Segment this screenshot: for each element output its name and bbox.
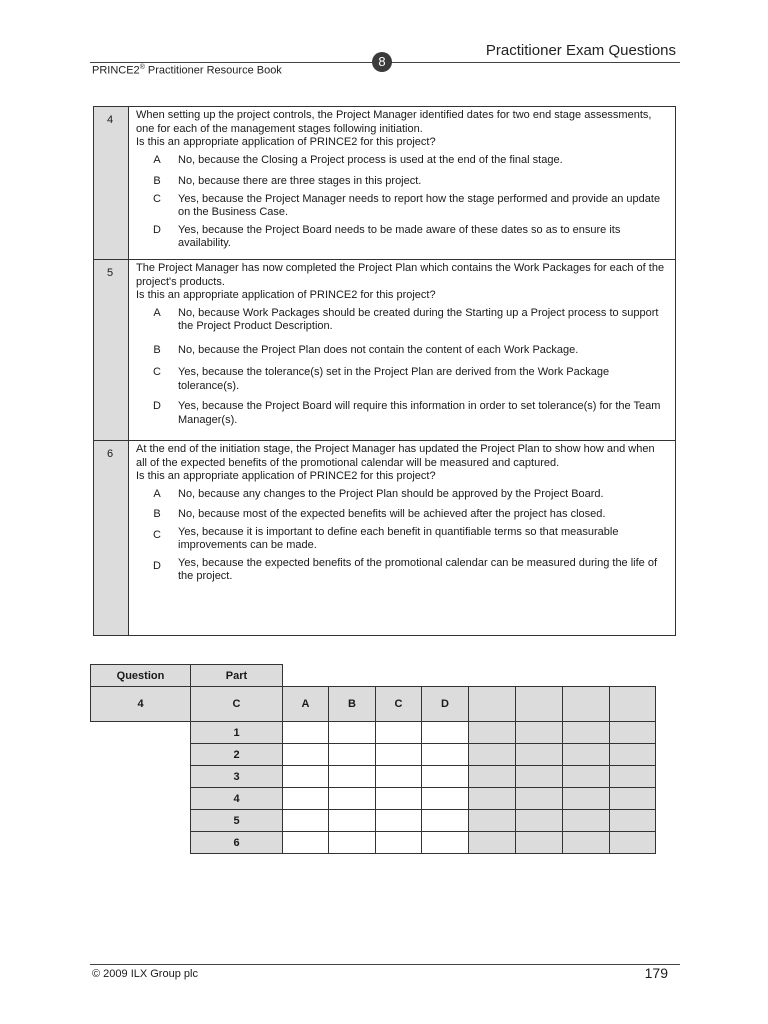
shaded-cell	[610, 810, 656, 832]
option-text: No, because the Closing a Project process is used at the end of the final stage.	[178, 153, 563, 166]
column-header: D	[422, 687, 469, 722]
shaded-cell	[516, 810, 563, 832]
answer-cell	[376, 722, 422, 744]
option-letter: D	[153, 223, 161, 236]
option-text: Yes, because the Project Manager needs to report how the stage performed and provide an update on the Business Case.	[178, 192, 661, 218]
option-letter: B	[153, 175, 161, 187]
shaded-cell	[563, 832, 610, 854]
question-number: 5	[107, 267, 114, 279]
shaded-cell	[610, 744, 656, 766]
row-label: 3	[191, 766, 283, 788]
shaded-cell	[563, 744, 610, 766]
option-item	[136, 224, 667, 251]
question-number-cell	[94, 441, 129, 635]
question-row	[94, 107, 675, 259]
option-letter: B	[153, 508, 161, 520]
answer-cell	[422, 722, 469, 744]
option-letter: D	[153, 559, 161, 572]
column-header: A	[283, 687, 329, 722]
option-letter: A	[153, 153, 161, 166]
option-item	[136, 175, 667, 189]
option-item	[136, 488, 667, 502]
chapter-badge: 8	[372, 52, 392, 72]
answer-cell	[283, 810, 329, 832]
shaded-cell	[516, 766, 563, 788]
question-body	[129, 107, 675, 259]
answer-cell	[422, 744, 469, 766]
shaded-cell	[563, 722, 610, 744]
footer-copyright: © 2009 ILX Group plc	[92, 968, 198, 980]
answer-cell	[376, 832, 422, 854]
answer-cell	[283, 722, 329, 744]
grid-header-row	[91, 665, 656, 687]
option-letter: D	[153, 400, 161, 412]
option-letter: C	[153, 192, 161, 205]
answer-cell	[376, 766, 422, 788]
question-stem: At the end of the initiation stage, the Project Manager has updated the Project Plan to show how and when all of the expected benefits of the promotional calendar will be measured and captured.	[136, 443, 655, 469]
question-header: Question	[91, 665, 191, 687]
row-label: 1	[191, 722, 283, 744]
shaded-cell	[563, 810, 610, 832]
answer-cell	[376, 810, 422, 832]
row-label: 4	[191, 788, 283, 810]
answer-cell	[422, 810, 469, 832]
grid-blank	[91, 722, 191, 744]
question-row	[94, 259, 675, 440]
shaded-cell	[516, 722, 563, 744]
shaded-cell	[610, 766, 656, 788]
option-item	[136, 526, 667, 553]
page-number: 179	[644, 965, 668, 981]
option-text: No, because most of the expected benefits will be achieved after the project has closed.	[178, 508, 606, 520]
shaded-cell	[516, 832, 563, 854]
answer-cell	[283, 832, 329, 854]
part-value: C	[191, 687, 283, 722]
grid-blank	[91, 766, 191, 788]
shaded-cell	[469, 687, 516, 722]
row-label: 6	[191, 832, 283, 854]
shaded-cell	[469, 722, 516, 744]
question-number-cell	[94, 260, 129, 440]
grid-blank	[91, 832, 191, 854]
option-text: Yes, because the tolerance(s) set in the Project Plan are derived from the Work Package tolerance(s).	[178, 366, 610, 392]
grid-blank	[283, 665, 656, 687]
row-label: 2	[191, 744, 283, 766]
column-header: C	[376, 687, 422, 722]
question-number: 4	[107, 114, 114, 126]
question-stem: The Project Manager has now completed the Project Plan which contains the Work Packages for each of the project's products.	[136, 262, 665, 288]
answer-grid	[90, 664, 656, 854]
answer-cell	[283, 766, 329, 788]
answer-cell	[329, 810, 376, 832]
answer-cell	[329, 744, 376, 766]
answer-cell	[329, 766, 376, 788]
registered-mark: ®	[139, 64, 145, 71]
answer-cell	[422, 832, 469, 854]
answer-row	[91, 744, 656, 766]
shaded-cell	[469, 788, 516, 810]
grid-blank	[91, 788, 191, 810]
option-text: Yes, because the Project Board needs to be made aware of these dates so as to ensure its availability.	[178, 223, 621, 249]
shaded-cell	[469, 810, 516, 832]
answer-cell	[376, 744, 422, 766]
answer-cell	[376, 788, 422, 810]
option-item	[136, 154, 667, 168]
question-body	[129, 441, 675, 635]
shaded-cell	[469, 744, 516, 766]
shaded-cell	[610, 832, 656, 854]
part-header: Part	[191, 665, 283, 687]
option-item	[136, 400, 667, 427]
option-item	[136, 344, 667, 358]
option-item	[136, 193, 667, 220]
shaded-cell	[563, 687, 610, 722]
shaded-cell	[563, 766, 610, 788]
option-item	[136, 508, 667, 522]
option-text: No, because any changes to the Project Plan should be approved by the Project Board.	[178, 487, 604, 500]
question-body	[129, 260, 675, 440]
grid-blank	[91, 744, 191, 766]
answer-cell	[329, 722, 376, 744]
footer-rule	[90, 964, 680, 965]
column-header: B	[329, 687, 376, 722]
shaded-cell	[610, 722, 656, 744]
option-text: Yes, because it is important to define each benefit in quantifiable terms so that measurable improvements can be made.	[178, 525, 619, 551]
question-stem: When setting up the project controls, the Project Manager identified dates for two end stage assessments, one for each of the management stages following initiation.	[136, 109, 652, 135]
question-prompt: Is this an appropriate application of PRINCE2 for this project?	[136, 289, 436, 301]
answer-row	[91, 810, 656, 832]
shaded-cell	[516, 687, 563, 722]
grid-key-row	[91, 687, 656, 722]
answer-cell	[283, 788, 329, 810]
shaded-cell	[469, 766, 516, 788]
book-name: PRINCE2	[92, 64, 140, 77]
answer-cell	[422, 788, 469, 810]
row-label: 5	[191, 810, 283, 832]
option-text: No, because the Project Plan does not contain the content of each Work Package.	[178, 343, 579, 356]
answer-cell	[329, 788, 376, 810]
running-header-title: Practitioner Exam Questions	[485, 42, 676, 59]
option-letter: C	[153, 366, 161, 378]
option-letter: C	[153, 528, 161, 541]
option-item	[136, 366, 667, 393]
question-row	[94, 440, 675, 635]
shaded-cell	[610, 788, 656, 810]
option-item	[136, 307, 667, 334]
question-value: 4	[91, 687, 191, 722]
shaded-cell	[516, 744, 563, 766]
grid-blank	[91, 810, 191, 832]
answer-cell	[283, 744, 329, 766]
shaded-cell	[610, 687, 656, 722]
option-text: Yes, because the expected benefits of the promotional calendar can be measured during the life of the project.	[178, 556, 658, 582]
answer-row	[91, 832, 656, 854]
shaded-cell	[469, 832, 516, 854]
option-letter: A	[153, 487, 161, 500]
option-text: No, because Work Packages should be created during the Starting up a Project process to support the Project Product Description.	[178, 306, 659, 332]
shaded-cell	[516, 788, 563, 810]
option-letter: A	[153, 306, 161, 319]
question-table	[93, 106, 676, 636]
answer-cell	[329, 832, 376, 854]
answer-cell	[422, 766, 469, 788]
answer-row	[91, 722, 656, 744]
option-item	[136, 557, 667, 584]
question-number: 6	[107, 448, 114, 460]
question-prompt: Is this an appropriate application of PRINCE2 for this project?	[136, 136, 436, 148]
option-text: Yes, because the Project Board will require this information in order to set tolerance(s) for the Team Manager(s).	[178, 400, 661, 426]
running-header-book	[92, 64, 282, 77]
answer-row	[91, 788, 656, 810]
shaded-cell	[563, 788, 610, 810]
option-letter: B	[153, 343, 161, 356]
option-text: No, because there are three stages in this project.	[178, 175, 422, 187]
book-name-suffix: Practitioner Resource Book	[144, 64, 282, 77]
answer-row	[91, 766, 656, 788]
question-number-cell	[94, 107, 129, 259]
question-prompt: Is this an appropriate application of PRINCE2 for this project?	[136, 470, 436, 482]
